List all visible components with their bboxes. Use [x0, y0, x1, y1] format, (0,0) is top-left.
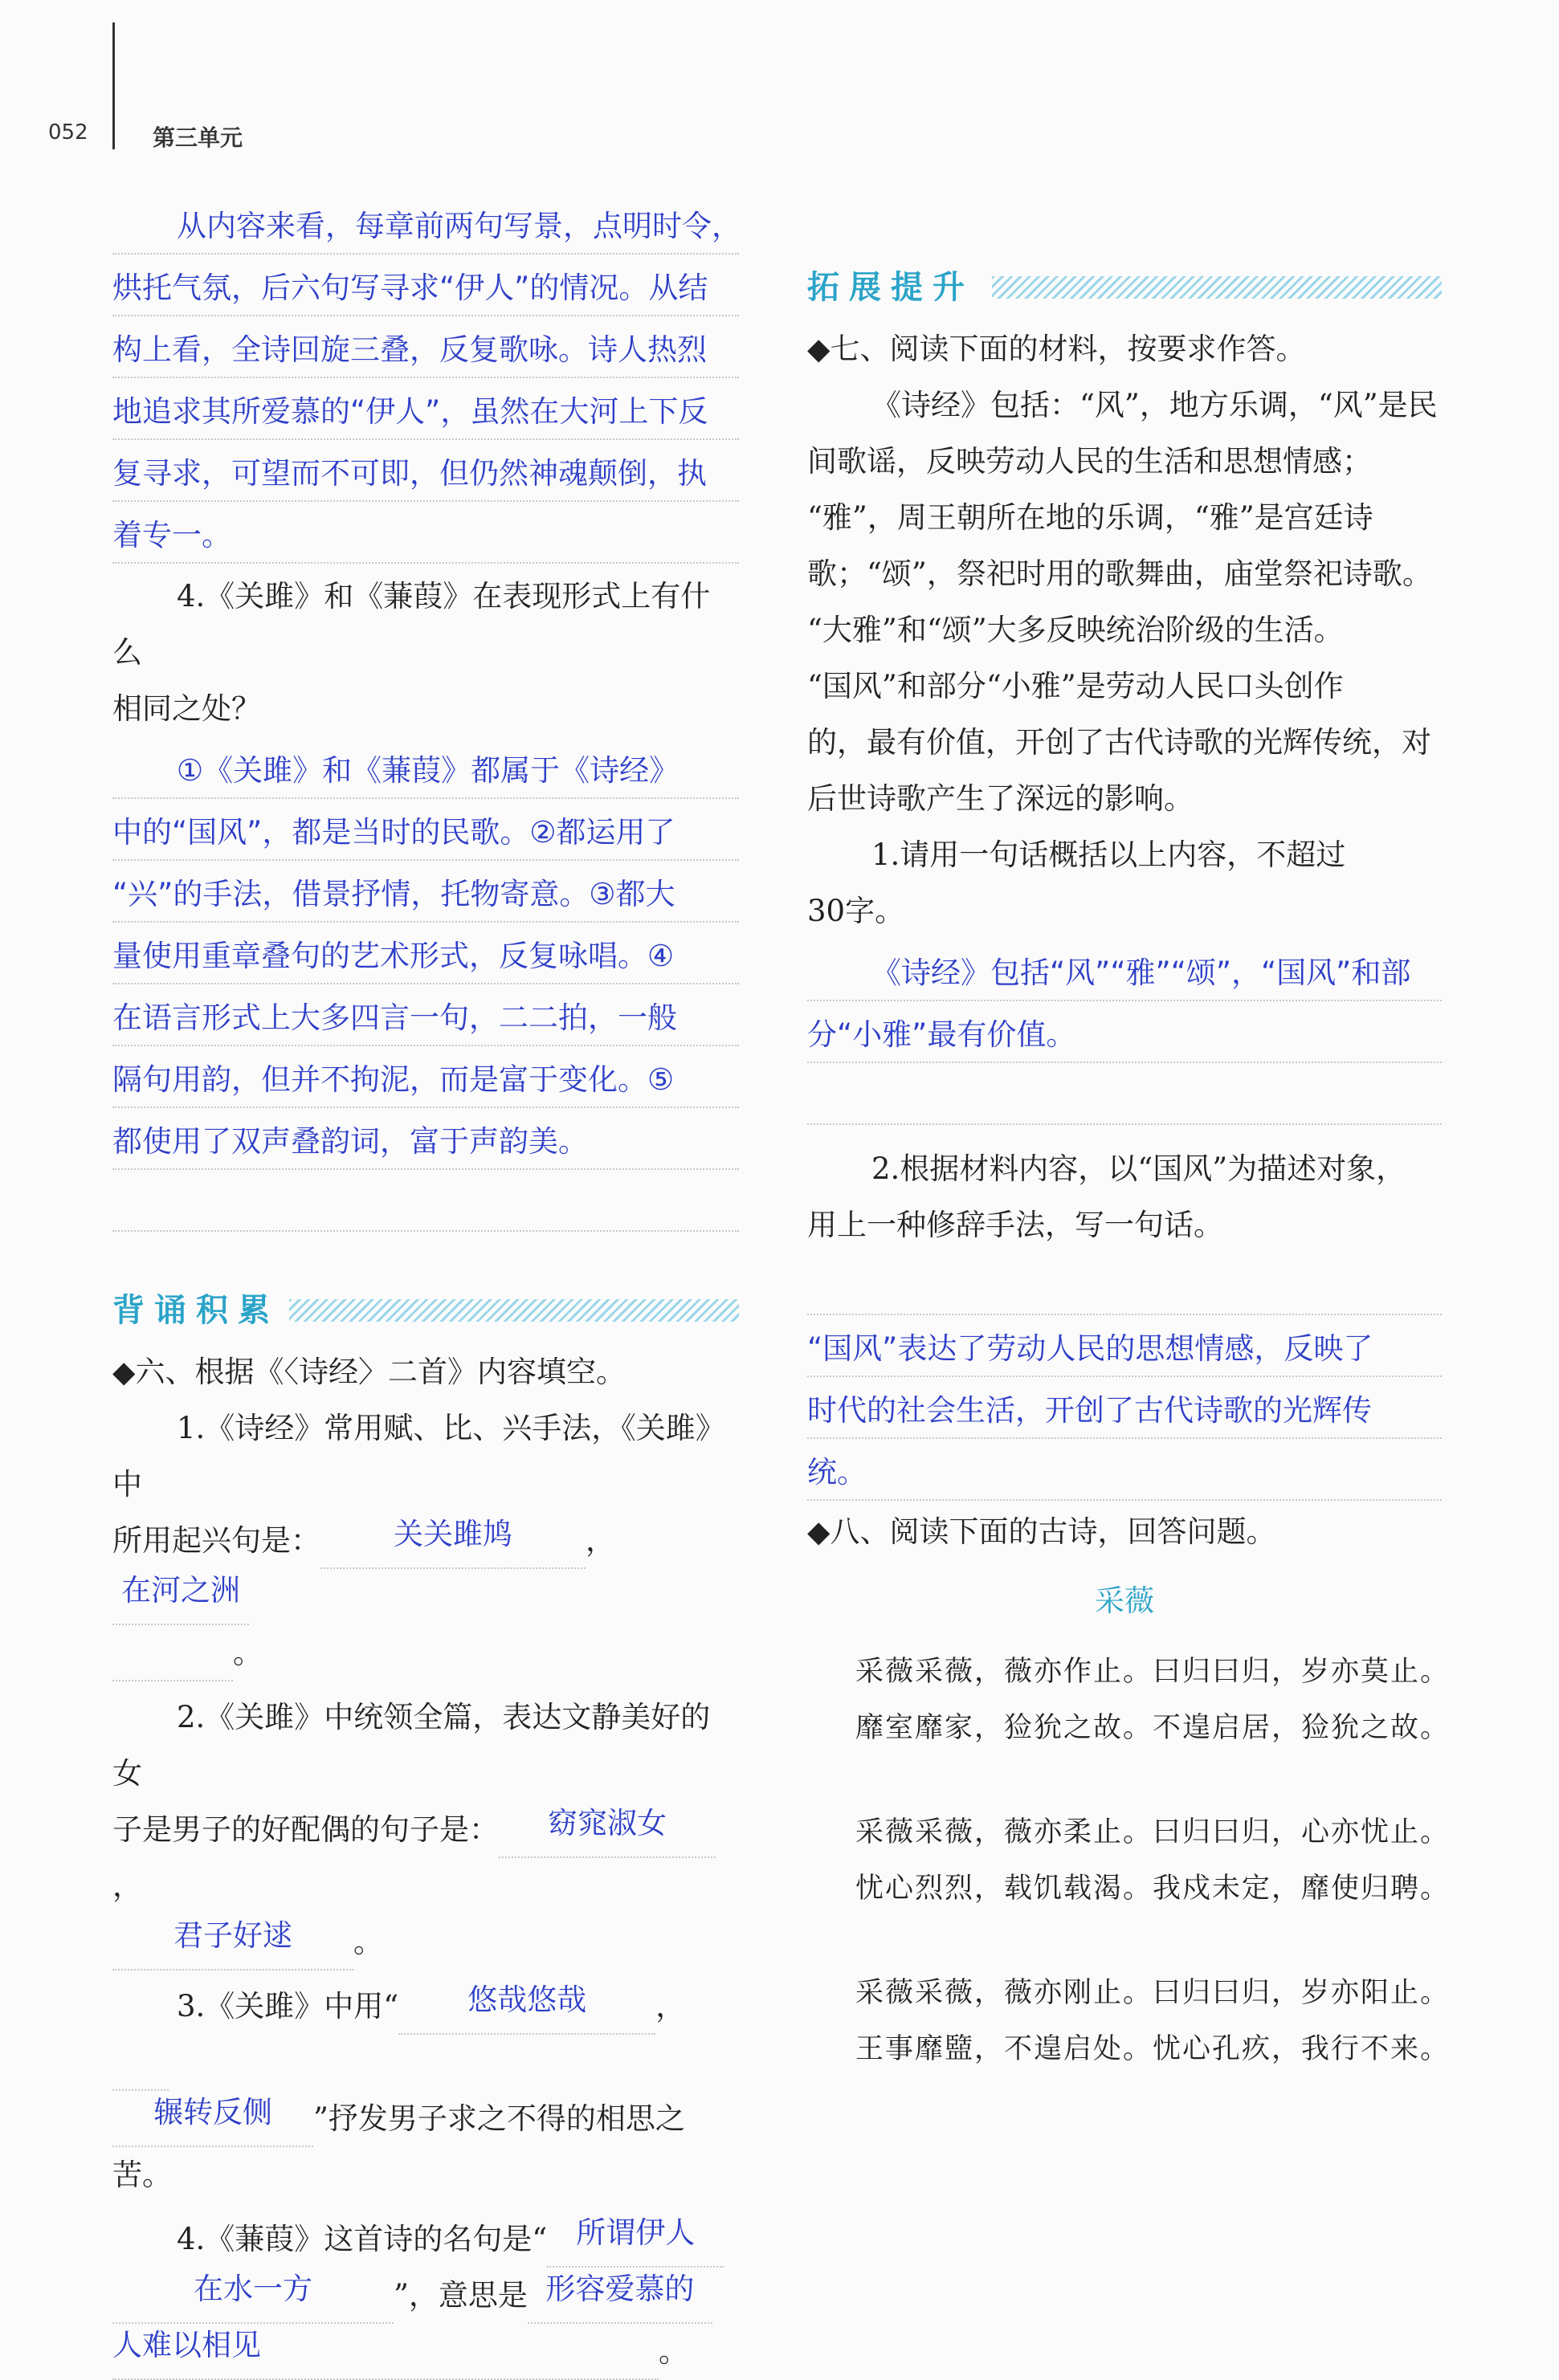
fill-blank[interactable]: 关关雎鸠	[320, 1527, 586, 1569]
answer-block-3	[112, 193, 739, 564]
answer-line: 着专一。	[112, 502, 739, 564]
right-column	[807, 257, 1451, 2077]
answer-block-7-1	[807, 939, 1442, 1125]
answer-line: 构上看，全诗回旋三叠，反复歌咏。诗人热烈	[112, 316, 739, 378]
question-6-1: 1.《诗经》常用赋、比、兴手法，《关雎》中 所用起兴句是： 关关雎鸠 ， 在河之洲 。	[112, 1400, 739, 1681]
section-header-extend: 拓展提升	[807, 257, 1442, 313]
fill-blank[interactable]: 悠哉悠哉	[398, 1993, 655, 2035]
answer-line	[807, 1063, 1442, 1125]
section-stripe	[992, 276, 1442, 299]
answer-line: 隔句用韵，但并不拘泥，而是富于变化。⑤	[112, 1046, 739, 1108]
poem	[807, 1644, 1451, 2077]
fill-blank[interactable]: 所谓伊人	[547, 2226, 724, 2268]
answer-block-7-2	[807, 1253, 1442, 1501]
fill-blank[interactable]: 人难以相见	[112, 2338, 659, 2380]
answer-line: 在语言形式上大多四言一句，二二拍，一般	[112, 984, 739, 1046]
fill-blank[interactable]: 窈窕淑女	[499, 1816, 716, 1858]
fill-blank[interactable]: 在水一方	[112, 2282, 394, 2324]
answer-line: 分“小雅”最有价值。	[807, 1001, 1442, 1063]
answer-line: 复寻求，可望而不可即，但仍然神魂颠倒，执	[112, 440, 739, 502]
answer-line	[112, 1170, 739, 1232]
poem-line: 王事靡盬，不遑启处。忧心孔疚，我行不来。	[855, 2033, 1451, 2065]
answer-line: 时代的社会生活，开创了古代诗歌的光辉传	[807, 1377, 1442, 1439]
answer-line: 统。	[807, 1439, 1442, 1501]
fill-blank[interactable]	[112, 1640, 233, 1681]
question-7-1: 1.请用一句话概括以上内容，不超过 30字。	[807, 837, 1346, 928]
question-7-2: 2.根据材料内容，以“国风”为描述对象， 用上一种修辞手法，写一句话。	[807, 1151, 1406, 1242]
question-7-intro: ◆七、阅读下面的材料，按要求作答。	[807, 332, 1306, 366]
answer-line: “兴”的手法，借景抒情，托物寄意。③都大	[112, 861, 739, 923]
page-number: 052	[48, 120, 88, 145]
poem-line: 采薇采薇，薇亦作止。曰归曰归，岁亦莫止。	[855, 1656, 1451, 1688]
poem-title: 采薇	[1095, 1583, 1154, 1618]
poem-line: 靡室靡家，猃狁之故。不遑启居，猃狁之故。	[855, 1712, 1451, 1744]
answer-line: 从内容来看，每章前两句写景，点明时令，	[112, 193, 739, 255]
question-4: 4.《关雎》和《蒹葭》在表现形式上有什么 相同之处？	[112, 579, 711, 726]
fill-blank[interactable]: 辗转反侧	[112, 2105, 313, 2147]
answer-line: 地追求其所爱慕的“伊人”，虽然在大河上下反	[112, 378, 739, 440]
section-stripe	[289, 1299, 739, 1322]
poem-line: 采薇采薇，薇亦刚止。曰归曰归，岁亦阳止。	[855, 1977, 1451, 2009]
fill-blank[interactable]: 形容爱慕的	[528, 2282, 712, 2324]
question-8-intro: ◆八、阅读下面的古诗，回答问题。	[807, 1514, 1276, 1549]
answer-line: 都使用了双声叠韵词，富于声韵美。	[112, 1108, 739, 1170]
answer-line: 中的“国风”，都是当时的民歌。②都运用了	[112, 799, 739, 861]
question-6-2: 2.《关雎》中统领全篇，表达文静美好的女 子是男子的好配偶的句子是： 窈窕淑女 ， 君子好逑 。	[112, 1689, 739, 1970]
answer-line: 《诗经》包括“风”“雅”“颂”，“国风”和部	[807, 939, 1442, 1001]
left-column	[112, 193, 739, 2380]
question-6-3: 3.《关雎》中用“ 悠哉悠哉 ， 辗转反侧 ”抒发男子求之不得的相思之 苦。	[112, 1983, 686, 2192]
answer-line: 量使用重章叠句的艺术形式，反复咏唱。④	[112, 923, 739, 984]
answer-block-4	[112, 737, 739, 1232]
section-header-recite: 背诵积累	[112, 1280, 739, 1336]
unit-title: 第三单元	[153, 124, 243, 151]
answer-line: “国风”表达了劳动人民的思想情感，反映了	[807, 1315, 1442, 1377]
fill-blank[interactable]: 君子好逑	[112, 1929, 353, 1970]
answer-line: 烘托气氛，后六句写寻求“伊人”的情况。从结	[112, 255, 739, 316]
answer-line	[807, 1253, 1442, 1315]
poem-line: 采薇采薇，薇亦柔止。曰归曰归，心亦忧止。	[855, 1816, 1451, 1848]
question-6-4: 4.《蒹葭》这首诗的名句是“ 所谓伊人 在水一方 ”，意思是 形容爱慕的 人难以相见 。	[112, 2211, 739, 2380]
question-6-intro: ◆六、根据《〈诗经〉二首》内容填空。	[112, 1355, 626, 1389]
poem-line: 忧心烈烈，载饥载渴。我戍未定，靡使归聘。	[855, 1873, 1451, 1905]
fill-blank[interactable]: 在河之洲	[112, 1583, 249, 1625]
answer-line: ①《关雎》和《蒹葭》都属于《诗经》	[112, 737, 739, 799]
reading-material: 《诗经》包括：“风”，地方乐调，“风”是民 间歌谣，反映劳动人民的生活和思想情感； “雅”，周王朝所在地的乐调，“雅”是宫廷诗 歌；“颂”，祭祀时用的歌舞曲，庙堂祭祀诗歌。 “大雅”和“颂”大多反映统治阶级的生活。 “国风”和部分“小雅”是劳动人民口头创作 的，最有价值，开创了古代诗歌的光辉传统，对 后世诗歌产生了深远的影响。	[807, 388, 1438, 816]
header-divider	[112, 22, 115, 149]
